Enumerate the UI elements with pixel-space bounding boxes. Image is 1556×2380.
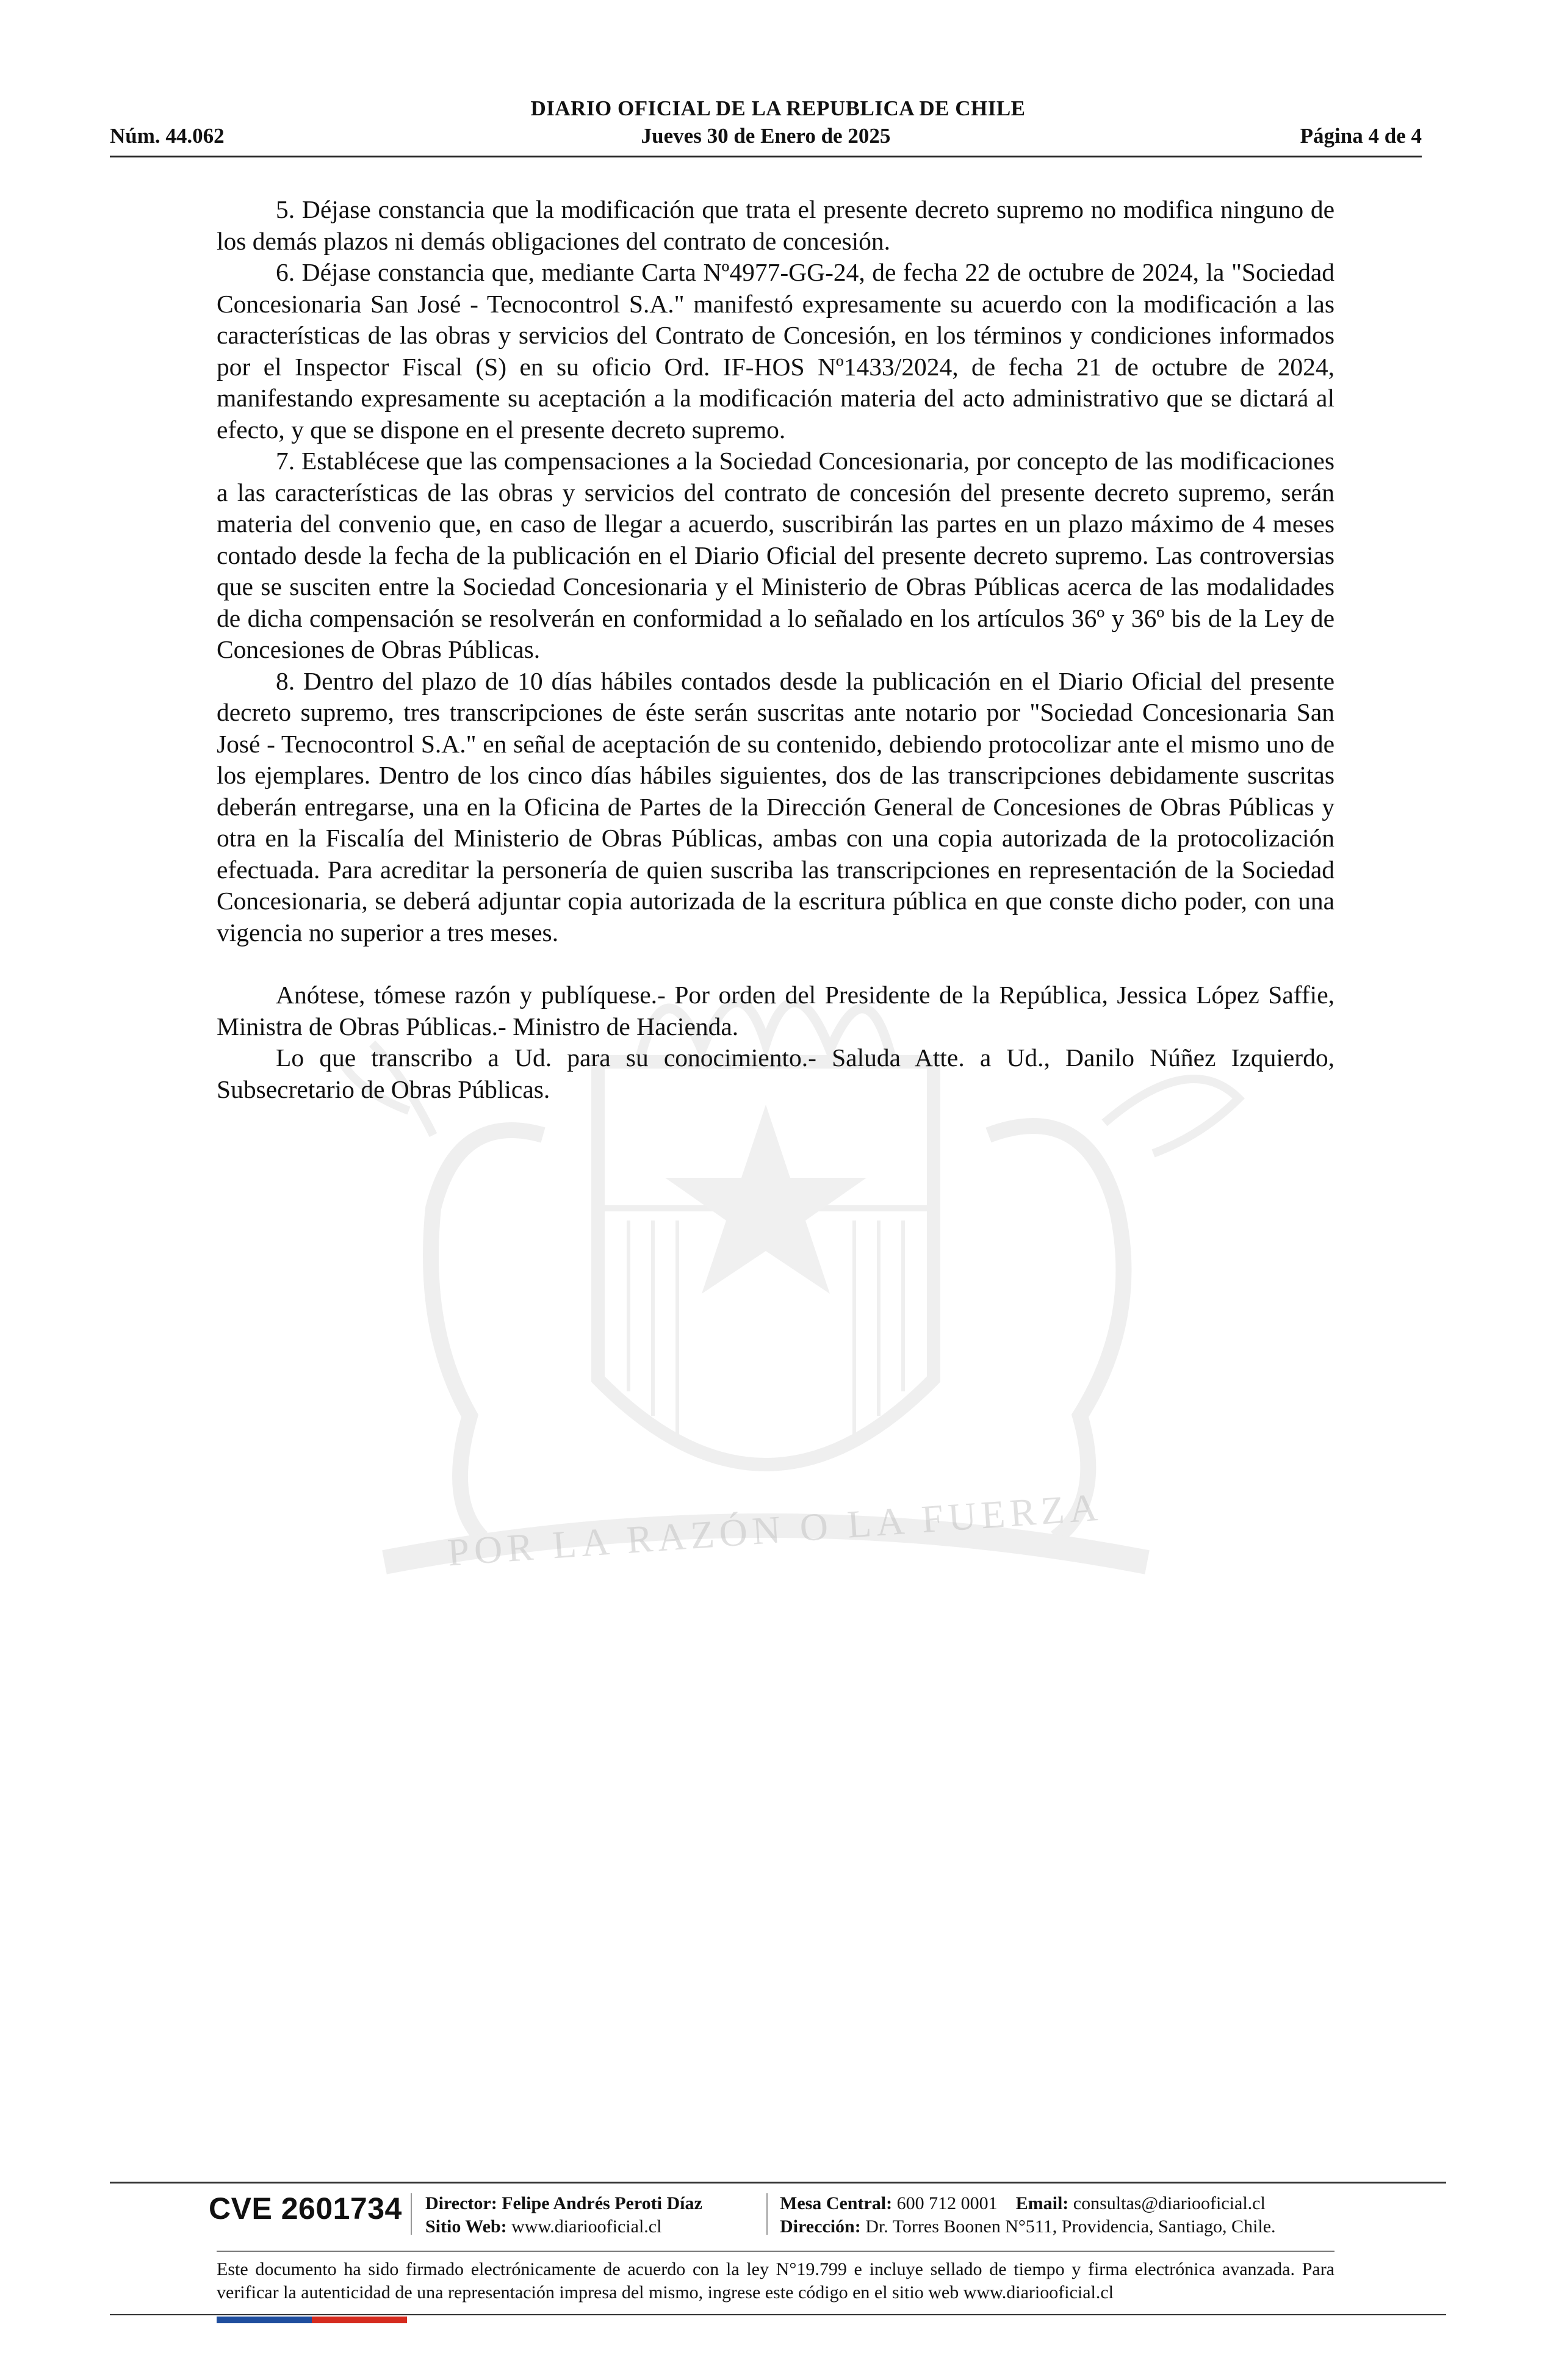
footer-divider-bottom <box>110 2314 1446 2315</box>
director-label: Director: <box>425 2193 497 2213</box>
address-label: Dirección: <box>780 2216 861 2237</box>
page-number: Página 4 de 4 <box>1300 124 1422 148</box>
website-link[interactable]: www.diariooficial.cl <box>511 2216 662 2237</box>
footer-separator <box>411 2193 412 2235</box>
cve-code: CVE 2601734 <box>209 2191 402 2226</box>
footer-divider-top <box>110 2182 1446 2183</box>
closing-formula: Anótese, tómese razón y publíquese.- Por orden del Presidente de la República, Jessica López Saffie, Ministra de Obras Públicas.- Ministro de Hacienda. <box>217 981 1334 1040</box>
paragraph-7: 7. Establécese que las compensaciones a la Sociedad Concesionaria, por concepto de las modificaciones a las características de las obras y servicios del contrato de concesión del presente decreto supremo, serán materia del convenio que, en caso de llegar a acuerdo, suscribirán las partes en un plazo máximo de 4 meses contado desde la fecha de la publicación en el Diario Oficial del presente decreto supremo. Las controversias que se susciten entre la Sociedad Concesionaria y el Ministerio de Obras Públicas acerca de las modalidades de dicha compensación se resolverán en conformidad a lo señalado en los artículos 36º y 36º bis de la Ley de Concesiones de Obras Públicas. <box>217 447 1334 663</box>
director-name: Felipe Andrés Peroti Díaz <box>502 2193 702 2213</box>
website-label: Sitio Web: <box>425 2216 507 2237</box>
paragraph-8: 8. Dentro del plazo de 10 días hábiles contados desde la publicación en el Diario Oficial del presente decreto supremo, tres transcripciones de éste serán suscritas ante notario por "Sociedad Concesionaria San José - Tecnocontrol S.A." en señal de aceptación de su contenido, debiendo protocolizar ante el mismo uno de los ejemplares. Dentro de los cinco días hábiles siguientes, dos de las transcripciones debidamente suscritas deberán entregarse, una en la Oficina de Partes de la Dirección General de Concesiones de Obras Públicas y otra en la Fiscalía del Ministerio de Obras Públicas, ambas con una copia autorizada de la protocolización efectuada. Para acreditar la personería de quien suscriba las transcripciones en representación de la Sociedad Concesionaria, se deberá adjuntar copia autorizada de la escritura pública en que conste dicho poder, con una vigencia no superior a tres meses. <box>217 666 1334 947</box>
footer-divider-middle <box>217 2251 1334 2252</box>
address-text: Dr. Torres Boonen N°511, Providencia, Santiago, Chile. <box>865 2216 1276 2237</box>
email-link[interactable]: consultas@diariooficial.cl <box>1073 2193 1266 2213</box>
email-label: Email: <box>1015 2193 1069 2213</box>
chile-flag-bar <box>217 2317 407 2323</box>
paragraph-6: 6. Déjase constancia que, mediante Carta Nº4977-GG-24, de fecha 22 de octubre de 2024, la "Sociedad Concesionaria San José - Tecnocontrol S.A." manifestó expresamente su acuerdo con la modificación a las características de las obras y servicios del Contrato de Concesión, en los términos y condiciones informados por el Inspector Fiscal (S) en su oficio Ord. IF-HOS Nº1433/2024, de fecha 21 de octubre de 2024, manifestando expresamente su aceptación a la modificación materia del acto administrativo que se dictará al efecto, y que se dispone en el presente decreto supremo. <box>217 258 1334 444</box>
digital-signature-note: Este documento ha sido firmado electrónicamente de acuerdo con la ley N°19.799 e incluye sellado de tiempo y firma electrónica avanzada. Para verificar la autenticidad de una representación impresa del mismo, ingrese este código en el sitio web www.diariooficial.cl <box>217 2259 1334 2302</box>
header-row <box>110 124 1422 151</box>
paragraph-5: 5. Déjase constancia que la modificación que trata el presente decreto supremo no modifica ninguno de los demás plazos ni demás obligaciones del contrato de concesión. <box>217 195 1334 255</box>
phone-number: 600 712 0001 <box>896 2193 998 2213</box>
watermark-motto: POR LA RAZÓN O LA FUERZA <box>445 1485 1104 1574</box>
closing-transcription: Lo que transcribo a Ud. para su conocimiento.- Saluda Atte. a Ud., Danilo Núñez Izquierdo, Subsecretario de Obras Públicas. <box>217 1044 1334 1103</box>
flag-blue-segment <box>217 2317 312 2323</box>
newspaper-title: DIARIO OFICIAL DE LA REPUBLICA DE CHILE <box>530 96 1026 120</box>
footer-contact-block <box>780 2192 1276 2238</box>
header-divider <box>110 156 1422 157</box>
footer-separator <box>766 2193 768 2235</box>
footer-director-block <box>425 2192 702 2238</box>
phone-label: Mesa Central: <box>780 2193 893 2213</box>
issue-date: Jueves 30 de Enero de 2025 <box>641 124 891 148</box>
decree-body <box>217 194 1334 1105</box>
issue-number: Núm. 44.062 <box>110 124 225 148</box>
flag-red-segment <box>312 2317 407 2323</box>
